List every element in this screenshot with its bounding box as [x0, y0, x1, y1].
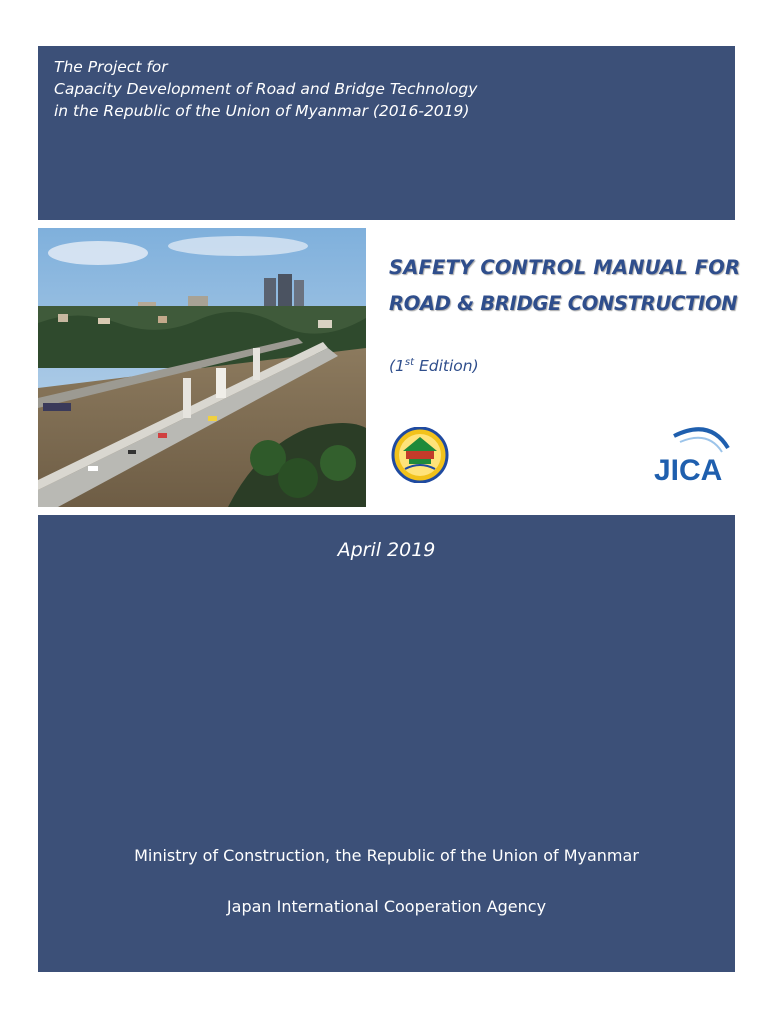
- ministry-emblem-icon: [389, 427, 451, 483]
- publication-date: April 2019: [337, 539, 436, 561]
- jica-logo-icon: [650, 422, 734, 486]
- edition-rest: Edition): [414, 357, 479, 376]
- edition-open: (1: [389, 357, 405, 376]
- publisher-banner: [38, 515, 735, 972]
- project-line-3: in the Republic of the Union of Myanmar (2016-2019): [54, 102, 470, 120]
- title-line-2: ROAD & BRIDGE CONSTRUCTION: [389, 292, 738, 315]
- bridge-photo-illustration: [38, 228, 366, 507]
- jica-logo: [650, 422, 734, 486]
- bridge-photo: [38, 228, 366, 507]
- title-line-1: SAFETY CONTROL MANUAL FOR: [389, 256, 741, 279]
- edition-superscript: st: [404, 357, 415, 368]
- project-banner: [38, 46, 735, 220]
- project-line-1: The Project for: [54, 58, 168, 76]
- ministry-name: Ministry of Construction, the Republic of the Union of Myanmar: [134, 846, 639, 865]
- ministry-logo: [389, 427, 451, 483]
- agency-name: Japan International Cooperation Agency: [226, 897, 547, 916]
- edition-label: [389, 357, 479, 375]
- jica-logo-text: JICA: [654, 454, 723, 486]
- project-line-2: Capacity Development of Road and Bridge Technology: [54, 80, 478, 98]
